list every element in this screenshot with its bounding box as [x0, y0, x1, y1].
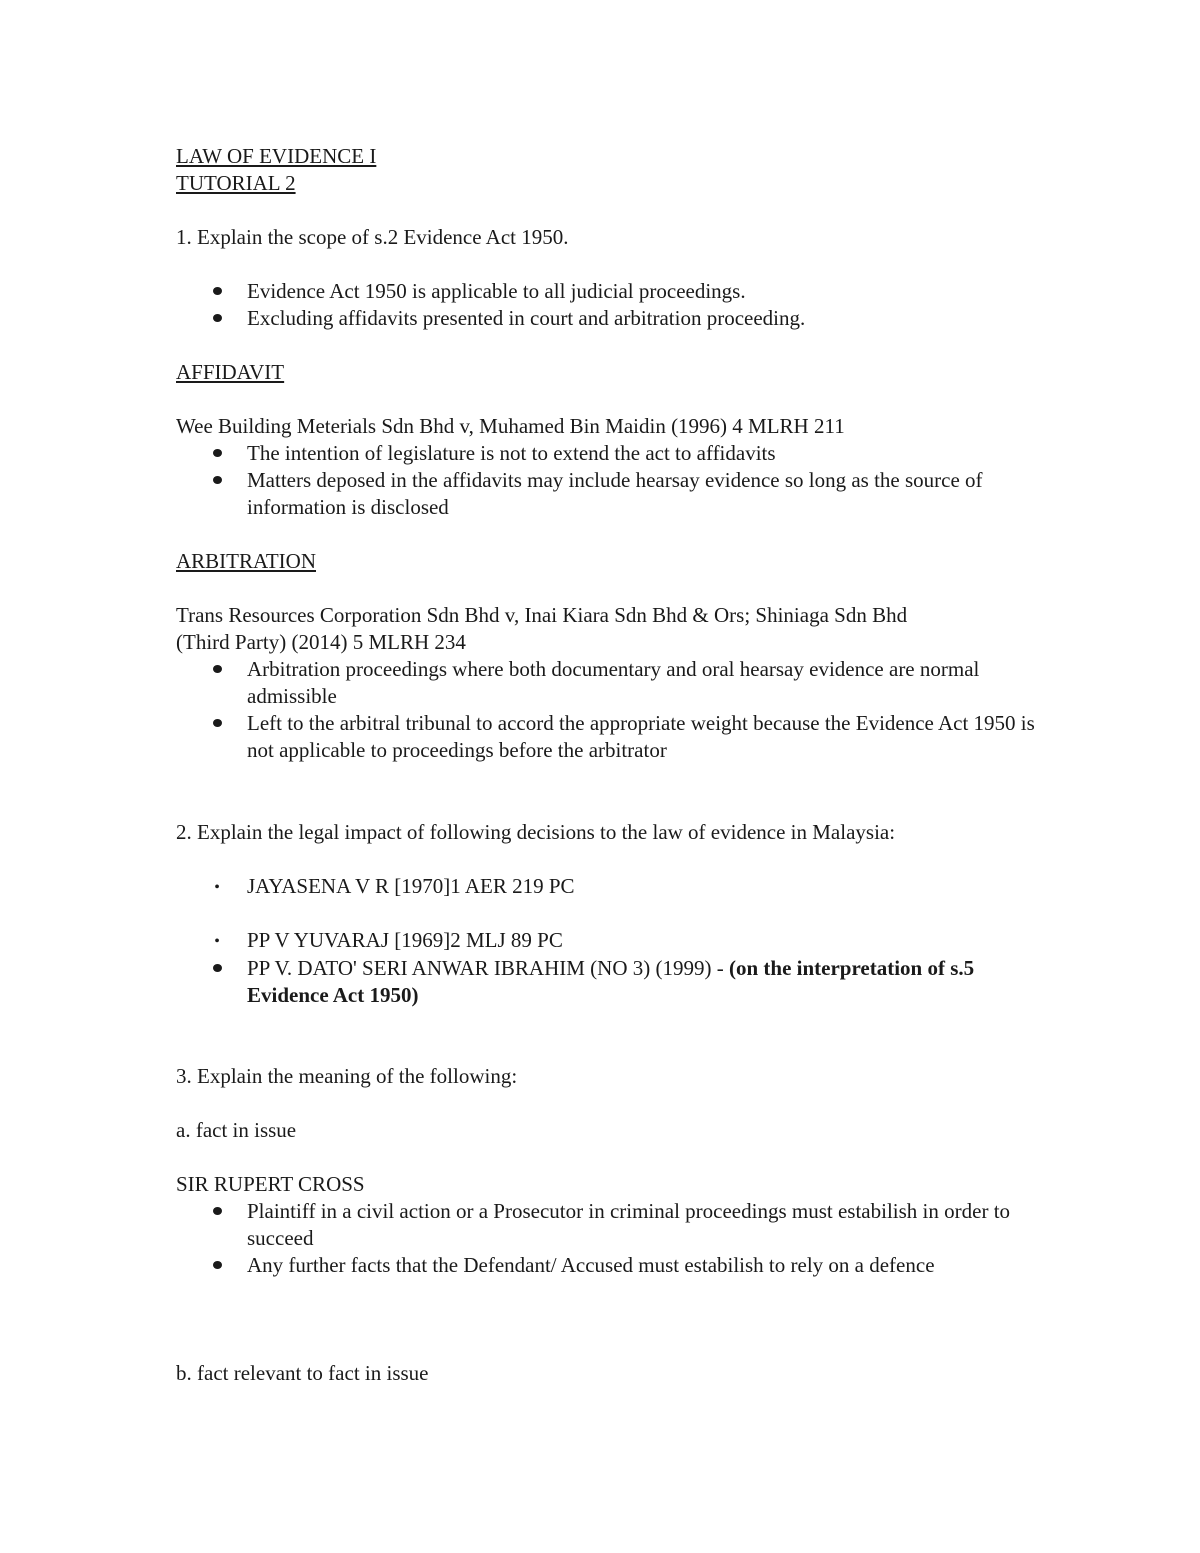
bullet-icon — [211, 467, 223, 494]
part-b: b. fact relevant to fact in issue — [176, 1361, 429, 1385]
list-item-text: Any further facts that the Defendant/ Accused must estabilish to rely on a defence — [247, 1253, 935, 1277]
list-item-text: Excluding affidavits presented in court and arbitration proceeding. — [247, 306, 806, 330]
bullet-icon — [211, 1198, 223, 1225]
bullet-icon: • — [214, 933, 220, 950]
list-item-text: Plaintiff in a civil action or a Prosecutor in criminal proceedings must estabilish in order to succeed — [247, 1199, 1011, 1250]
question-1: 1. Explain the scope of s.2 Evidence Act 1950. — [176, 225, 569, 249]
part-a: a. fact in issue — [176, 1118, 297, 1142]
list-item-text: Matters deposed in the affidavits may include hearsay evidence so long as the source of information is disclosed — [247, 468, 983, 519]
bullet-icon: • — [214, 879, 220, 896]
list-item-text: PP V YUVARAJ [1969]2 MLJ 89 PC — [247, 928, 563, 952]
bullet-icon — [211, 305, 223, 332]
bullet-icon — [211, 440, 223, 467]
subtitle-text: TUTORIAL 2 — [176, 171, 296, 195]
list-item-text — [247, 955, 1017, 1009]
bullet-icon — [211, 1252, 223, 1279]
bullet-icon — [211, 278, 223, 305]
case-note: (on the interpretation of s.5 Evidence Act 1950) — [247, 956, 975, 1007]
document-subtitle — [176, 170, 296, 197]
arbitration-case-line-2: (Third Party) (2014) 5 MLRH 234 — [176, 630, 466, 654]
list-item-text: The intention of legislature is not to extend the act to affidavits — [247, 441, 776, 465]
bullet-icon — [211, 656, 223, 683]
arbitration-case-line-1: Trans Resources Corporation Sdn Bhd v, Inai Kiara Sdn Bhd & Ors; Shiniaga Sdn Bhd — [176, 603, 908, 627]
list-item-text: Arbitration proceedings where both documentary and oral hearsay evidence are normal admissible — [247, 657, 980, 708]
bullet-icon — [211, 710, 223, 737]
question-2: 2. Explain the legal impact of following decisions to the law of evidence in Malaysia: — [176, 820, 896, 844]
list-item-text: JAYASENA V R [1970]1 AER 219 PC — [247, 874, 575, 898]
list-item-text: Left to the arbitral tribunal to accord the appropriate weight because the Evidence Act 1950 is not applicable to proceedings before the arbitrator — [247, 711, 1035, 762]
case-name: PP V. DATO' SERI ANWAR IBRAHIM (NO 3) (1999) - — [247, 956, 729, 980]
list-item-text: Evidence Act 1950 is applicable to all judicial proceedings. — [247, 279, 746, 303]
document-title: LAW OF EVIDENCE I — [176, 144, 377, 168]
authority-heading: SIR RUPERT CROSS — [176, 1172, 365, 1196]
arbitration-heading: ARBITRATION — [176, 549, 316, 573]
question-3: 3. Explain the meaning of the following: — [176, 1064, 518, 1088]
bullet-icon — [211, 955, 223, 982]
affidavit-case: Wee Building Meterials Sdn Bhd v, Muhamed Bin Maidin (1996) 4 MLRH 211 — [176, 414, 845, 438]
affidavit-heading: AFFIDAVIT — [176, 360, 285, 384]
